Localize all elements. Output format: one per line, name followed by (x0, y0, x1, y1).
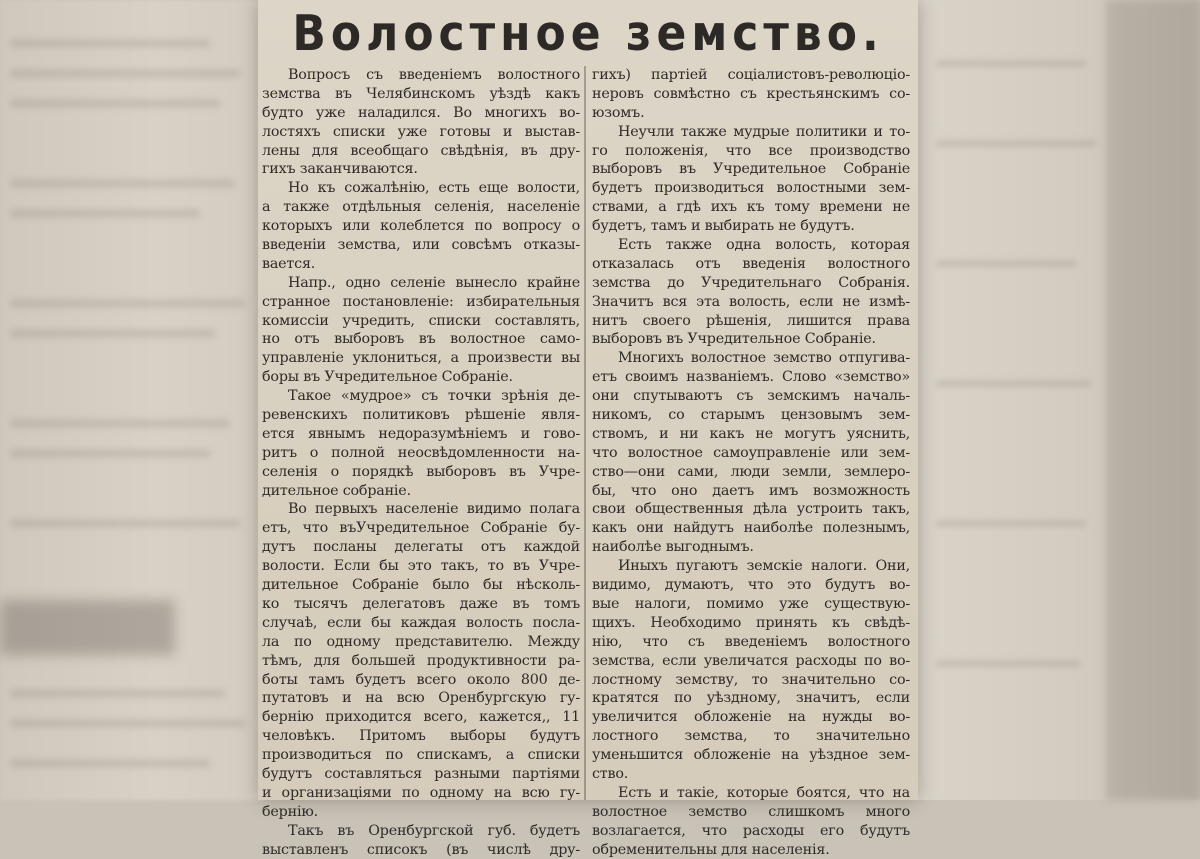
text-line: етъ, что въУчредительное Собраніе бу- (262, 520, 580, 537)
blurred-text-line (936, 60, 1086, 67)
text-line: лостному земству, то значительно со- (592, 671, 910, 688)
text-line: управленіе уклониться, а произвести вы (262, 350, 580, 367)
text-line: возлагается, что расходы его будутъ (592, 822, 910, 839)
blurred-text-line (10, 100, 220, 107)
text-line: юзомъ. (592, 104, 645, 121)
article-column-right (592, 66, 910, 859)
text-line: ствомъ, и ни какъ не могутъ уяснить, (592, 425, 910, 442)
article-column-left (262, 66, 580, 859)
text-line: но отъ выборовъ въ волостное само- (262, 331, 580, 348)
blurred-text-line (936, 260, 1076, 267)
text-line: лостяхъ списки уже готовы и выстав- (262, 123, 580, 140)
text-line: они спутываютъ съ земскимъ началь- (592, 388, 910, 405)
text-line: будутъ составляться разными партіями (262, 765, 580, 782)
blurred-text-line (936, 520, 1086, 527)
text-line: Вопросъ съ введеніемъ волостного (288, 67, 580, 83)
blurred-text-line (10, 760, 210, 767)
text-line: увеличится обложеніе на нужды во- (592, 709, 910, 726)
text-line: Во первыхъ населеніе видимо полага (288, 501, 580, 518)
text-line: бы, что оно даетъ имъ возможность (592, 482, 910, 499)
text-line: ла по одному представителю. Между (262, 633, 580, 650)
blurred-text-line (10, 40, 210, 47)
blurred-text-line (10, 300, 245, 307)
text-line: вые налоги, помимо уже существую- (592, 595, 910, 612)
blurred-text-line (936, 380, 1091, 387)
text-line: и организаціями по одному на всю гу- (262, 784, 580, 801)
text-line: волости. Если бы это такъ, то въ Учре- (262, 558, 580, 575)
text-line: Есть и такіе, которые боятся, что на (618, 784, 910, 801)
text-line: обременительны для населенія. (592, 841, 830, 858)
text-line: дительное Собраніе было бы нѣсколь- (262, 577, 580, 594)
newspaper-clipping (258, 0, 918, 858)
text-line: Такъ въ Оренбургской губ. будетъ (288, 822, 580, 839)
text-line: видимо, думаютъ, что это будутъ во- (592, 577, 910, 594)
text-line: будто уже наладился. Во многихъ во- (262, 104, 580, 121)
text-line: введеніи земства, или совсѣмъ отказы- (262, 237, 580, 254)
text-line: которыхъ или колеблется по вопросу о (262, 218, 580, 235)
text-line: нію, что съ введеніемъ волостного (592, 633, 910, 650)
text-line: никомъ, со старымъ цензовымъ зем- (592, 407, 910, 424)
text-line: земства до Учредительнаго Собранія. (592, 274, 910, 291)
text-line: будетъ производиться волостными зем- (592, 180, 910, 197)
text-line: какъ они найдутъ наиболѣе полезнымъ, (592, 520, 910, 537)
text-line: Неучли также мудрые политики и то- (618, 123, 910, 140)
text-line: ствами, а гдѣ ихъ къ тому времени не (592, 199, 910, 216)
text-line: случаѣ, если бы каждая волость посла- (262, 614, 580, 631)
column-divider (584, 66, 586, 800)
text-line: Многихъ волостное земство отпугива- (618, 350, 910, 367)
text-line: бернію. (262, 803, 318, 820)
text-line: ство. (592, 765, 629, 782)
text-line: производиться по спискамъ, а списки (262, 747, 580, 764)
blurred-text-line (10, 690, 225, 697)
text-line: гихъ заканчиваются. (262, 161, 418, 178)
blurred-right-page (916, 0, 1200, 800)
text-line: нитъ своего рѣшенія, лишится права (592, 312, 910, 329)
blurred-text-line (10, 70, 240, 77)
text-line: гихъ) партіей соціалистовъ-революціо- (592, 67, 910, 83)
text-line: комиссіи учредить, списки составлять, (262, 312, 580, 329)
text-line: лостного земства, то значительно (592, 728, 910, 745)
text-line: будетъ, тамъ и выбирать не будутъ. (592, 218, 855, 235)
text-line: уменьшится обложеніе на уѣздное зем- (592, 747, 910, 764)
text-line: путатовъ и на всю Оренбургскую гу- (262, 690, 580, 707)
text-line: Такое «мудрое» съ точки зрѣнія де- (288, 388, 580, 405)
text-line: боры въ Учредительное Собраніе. (262, 369, 513, 386)
text-line: бернію приходится всего, кажется,, 11 (262, 709, 580, 726)
article-title: Волостное земство. (292, 5, 884, 63)
text-line: земства въ Челябинскомъ уѣздѣ какъ (262, 85, 580, 102)
text-line: вается. (262, 255, 316, 272)
text-line: го положенія, что все производство (592, 142, 910, 159)
text-line: выставленъ списокъ (въ числѣ дру- (262, 841, 580, 858)
text-line: ревенскихъ политиковъ рѣшеніе явля- (262, 407, 580, 424)
blurred-text-line (10, 210, 200, 217)
text-line: выборовъ въ Учредительное Собраніе. (592, 331, 876, 348)
text-line: земства, если увеличатся расходы по во- (592, 652, 910, 669)
text-line: человѣкъ. Притомъ выборы будутъ (262, 728, 580, 745)
text-line: селенія о порядкѣ выборовъ въ Учре- (262, 463, 580, 480)
text-line: ство—они сами, люди земли, землеро- (592, 463, 910, 480)
text-line: кратятся по уѣздному, значитъ, если (592, 690, 910, 707)
blurred-text-line (10, 720, 245, 727)
text-line: тѣмъ, для большей продуктивности ра- (262, 652, 580, 669)
text-line: Напр., одно селеніе вынесло крайне (288, 274, 580, 291)
blurred-text-line (10, 520, 240, 527)
blurred-text-line (10, 450, 210, 457)
text-line: волостное земство слишкомъ много (592, 803, 910, 820)
blurred-left-page (0, 0, 262, 800)
text-line: ется явнымъ недоразумѣніемъ и гово- (262, 425, 580, 442)
text-line: дительное собраніе. (262, 482, 411, 499)
blurred-text-line (10, 420, 230, 427)
text-line: выборовъ въ Учредительное Собраніе (592, 161, 910, 178)
text-line: лены для всеобщаго свѣдѣнія, въ дру- (262, 142, 580, 159)
blurred-text-line (936, 660, 1081, 667)
text-line: странное постановленіе: избирательныя (262, 293, 580, 310)
text-line: Иныхъ пугаютъ земскіе налоги. Они, (618, 558, 910, 575)
blurred-edge (1106, 0, 1200, 800)
blurred-text-line (10, 180, 235, 187)
text-line: щихъ. Необходимо принять къ свѣдѣ- (592, 614, 910, 631)
text-line: свои общественныя дѣла устроить такъ, (592, 501, 910, 518)
text-line: что волостное самоуправленіе или зем- (592, 444, 910, 461)
blurred-heading (0, 600, 175, 655)
text-line: отказалась отъ введенія волостного (592, 255, 910, 272)
text-line: Но къ сожалѣнію, есть еще волости, (288, 180, 580, 197)
text-line: ритъ о полной неосвѣдомленности на- (262, 444, 580, 461)
text-line: етъ своимъ названіемъ. Слово «земство» (592, 369, 910, 386)
text-line: боты тамъ будетъ всего около 800 де- (262, 671, 580, 688)
text-line: Значитъ вся эта волость, если не измѣ- (592, 293, 910, 310)
text-line: а также отдѣльныя селенія, населеніе (262, 199, 580, 216)
blurred-text-line (936, 140, 1096, 147)
text-line: ко тысячъ делегатовъ даже въ томъ (262, 595, 580, 612)
text-line: неровъ совмѣстно съ крестьянскимъ со- (592, 85, 910, 102)
text-line: дутъ посланы делегаты отъ каждой (262, 539, 580, 556)
text-line: Есть также одна волость, которая (618, 237, 910, 254)
blurred-text-line (10, 330, 215, 337)
text-line: наиболѣе выгоднымъ. (592, 539, 754, 556)
